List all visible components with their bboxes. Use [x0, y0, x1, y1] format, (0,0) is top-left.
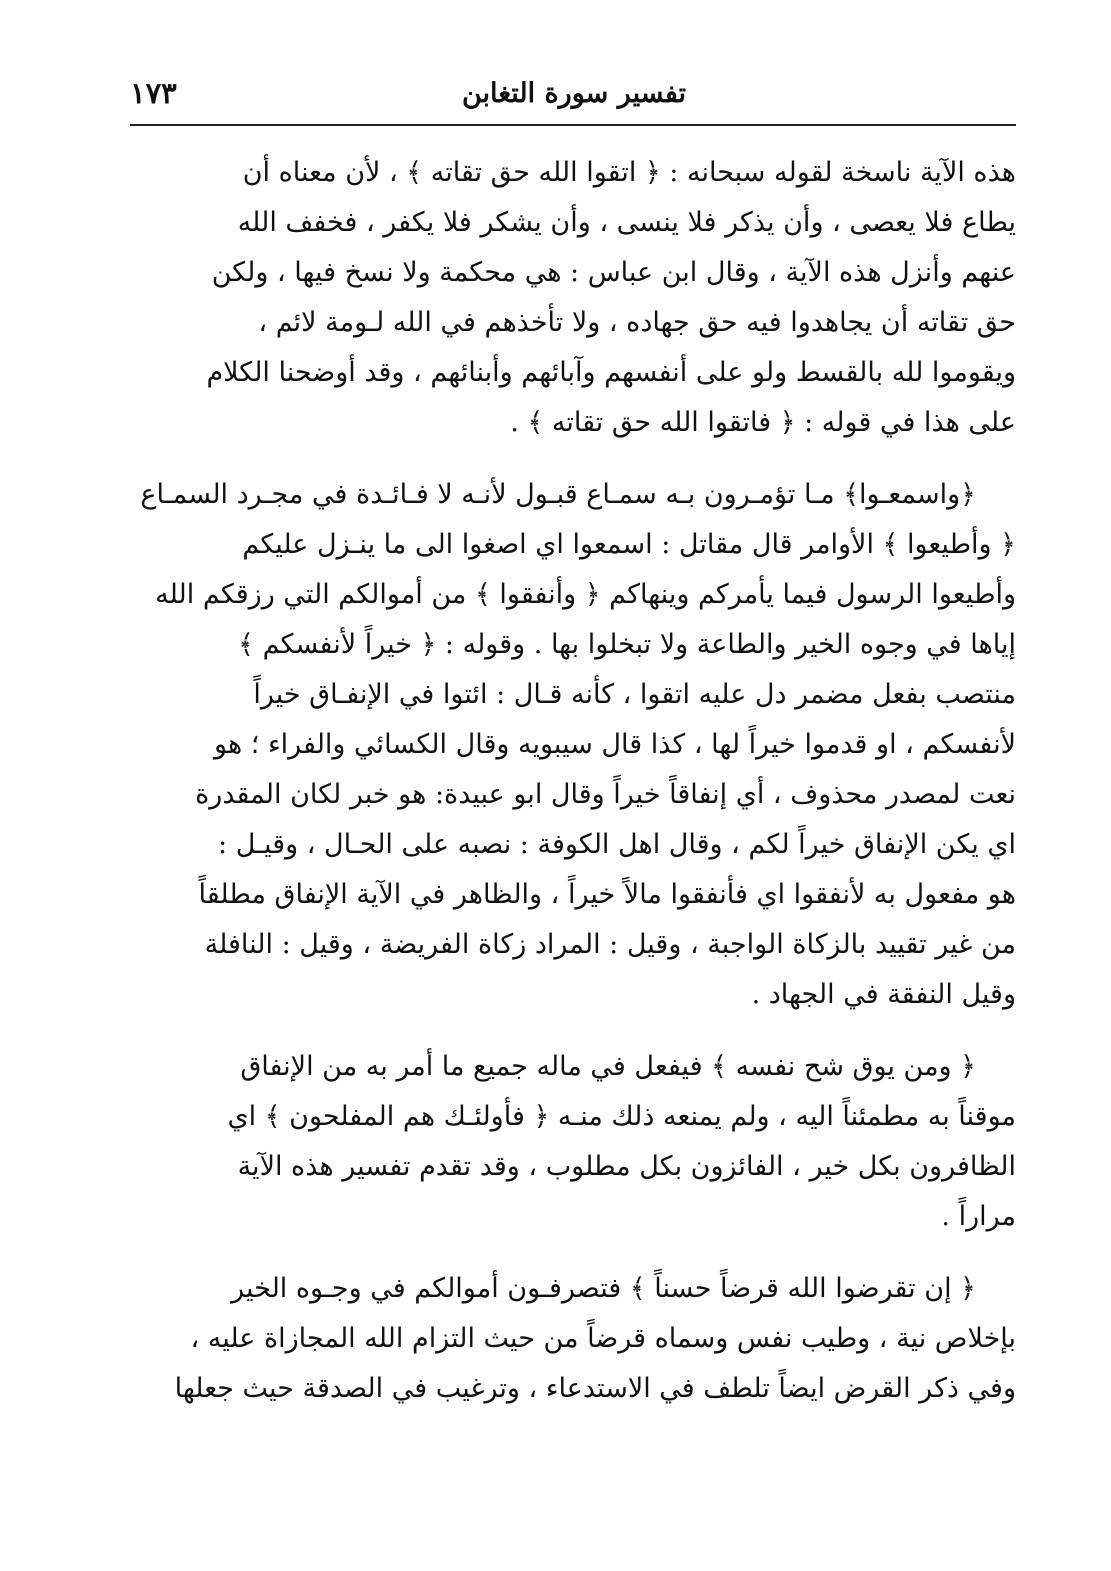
text-line: وفي ذكر القرض ايضاً تلطف في الاستدعاء ، وترغيب في الصدقة حيث جعلها [174, 1373, 1016, 1404]
page-number: ١٧٣ [130, 76, 177, 110]
text-line: لأنفسكم ، او قدموا خيراً لها ، كذا قال سيبويه وقال الكسائي والفراء ؛ هو [214, 729, 1016, 760]
text-line: بإخلاص نية ، وطيب نفس وسماه قرضاً من حيث التزام الله المجازاة عليه ، [190, 1323, 1016, 1354]
text-line: ويقوموا لله بالقسط ولو على أنفسهم وآبائهم وأبنائهم ، وقد أوضحنا الكلام [206, 357, 1016, 388]
text-line: عنهم وأنزل هذه الآية ، وقال ابن عباس : هي محكمة ولا نسخ فيها ، ولكن [211, 257, 1016, 288]
text-line: نعت لمصدر محذوف ، أي إنفاقاً خيراً وقال ابو عبيدة: هو خبر لكان المقدرة [195, 779, 1016, 810]
page-header [130, 72, 1016, 126]
text-line: ﴿واسمعـوا﴾ مـا تؤمـرون بـه سمـاع قبـول لأنـه لا فـائـدة في مجـرد السمـاع [140, 479, 976, 510]
paragraph-2 [130, 470, 1016, 1020]
running-title: تفسير سورة التغابن [461, 78, 686, 109]
text-line: مراراً . [941, 1201, 1016, 1232]
text-line: هو مفعول به لأنفقوا اي فأنفقوا مالاً خيراً ، والظاهر في الآية الإنفاق مطلقاً [198, 879, 1016, 910]
text-line: ﴿ إن تقرضوا الله قرضاً حسناً ﴾ فتصرفـون أموالكم في وجـوه الخير [231, 1273, 976, 1304]
text-line: إياها في وجوه الخير والطاعة ولا تبخلوا بها . وقوله : ﴿ خيراً لأنفسكم ﴾ [238, 629, 1016, 660]
text-line: ﴿ وأطيعوا ﴾ الأوامر قال مقاتل : اسمعوا اي اصغوا الى ما ينـزل عليكم [242, 529, 1016, 560]
text-line: الظافرون بكل خير ، الفائزون بكل مطلوب ، وقد تقدم تفسير هذه الآية [237, 1151, 1016, 1182]
text-line: منتصب بفعل مضمر دل عليه اتقوا ، كأنه قـال : ائتوا في الإنفـاق خيراً [253, 679, 1016, 710]
text-line: اي يكن الإنفاق خيراً لكم ، وقال اهل الكوفة : نصبه على الحـال ، وقيـل : [218, 829, 1016, 860]
text-line: على هذا في قوله : ﴿ فاتقوا الله حق تقاته ﴾ . [510, 407, 1016, 438]
text-line: هذه الآية ناسخة لقوله سبحانه : ﴿ اتقوا الله حق تقاته ﴾ ، لأن معناه أن [242, 157, 1016, 188]
paragraph-3 [130, 1042, 1016, 1242]
text-line: ﴿ ومن يوق شح نفسه ﴾ فيفعل في ماله جميع ما أمر به من الإنفاق [240, 1051, 976, 1082]
text-line: يطاع فلا يعصى ، وأن يذكر فلا ينسى ، وأن يشكر فلا يكفر ، فخفف الله [237, 207, 1016, 238]
text-line: من غير تقييد بالزكاة الواجبة ، وقيل : المراد زكاة الفريضة ، وقيل : النافلة [204, 929, 1016, 960]
paragraph-1 [130, 148, 1016, 448]
text-line: وقيل النفقة في الجهاد . [751, 979, 1016, 1010]
text-line: حق تقاته أن يجاهدوا فيه حق جهاده ، ولا تأخذهم في الله لـومة لائم ، [258, 307, 1016, 338]
text-line: وأطيعوا الرسول فيما يأمركم وينهاكم ﴿ وأنفقوا ﴾ من أموالكم التي رزقكم الله [155, 579, 1016, 610]
text-line: موقناً به مطمئناً اليه ، ولم يمنعه ذلك منـه ﴿ فأولئـك هم المفلحون ﴾ اي [227, 1101, 1016, 1132]
paragraph-4 [130, 1264, 1016, 1414]
page-body [130, 148, 1016, 1414]
